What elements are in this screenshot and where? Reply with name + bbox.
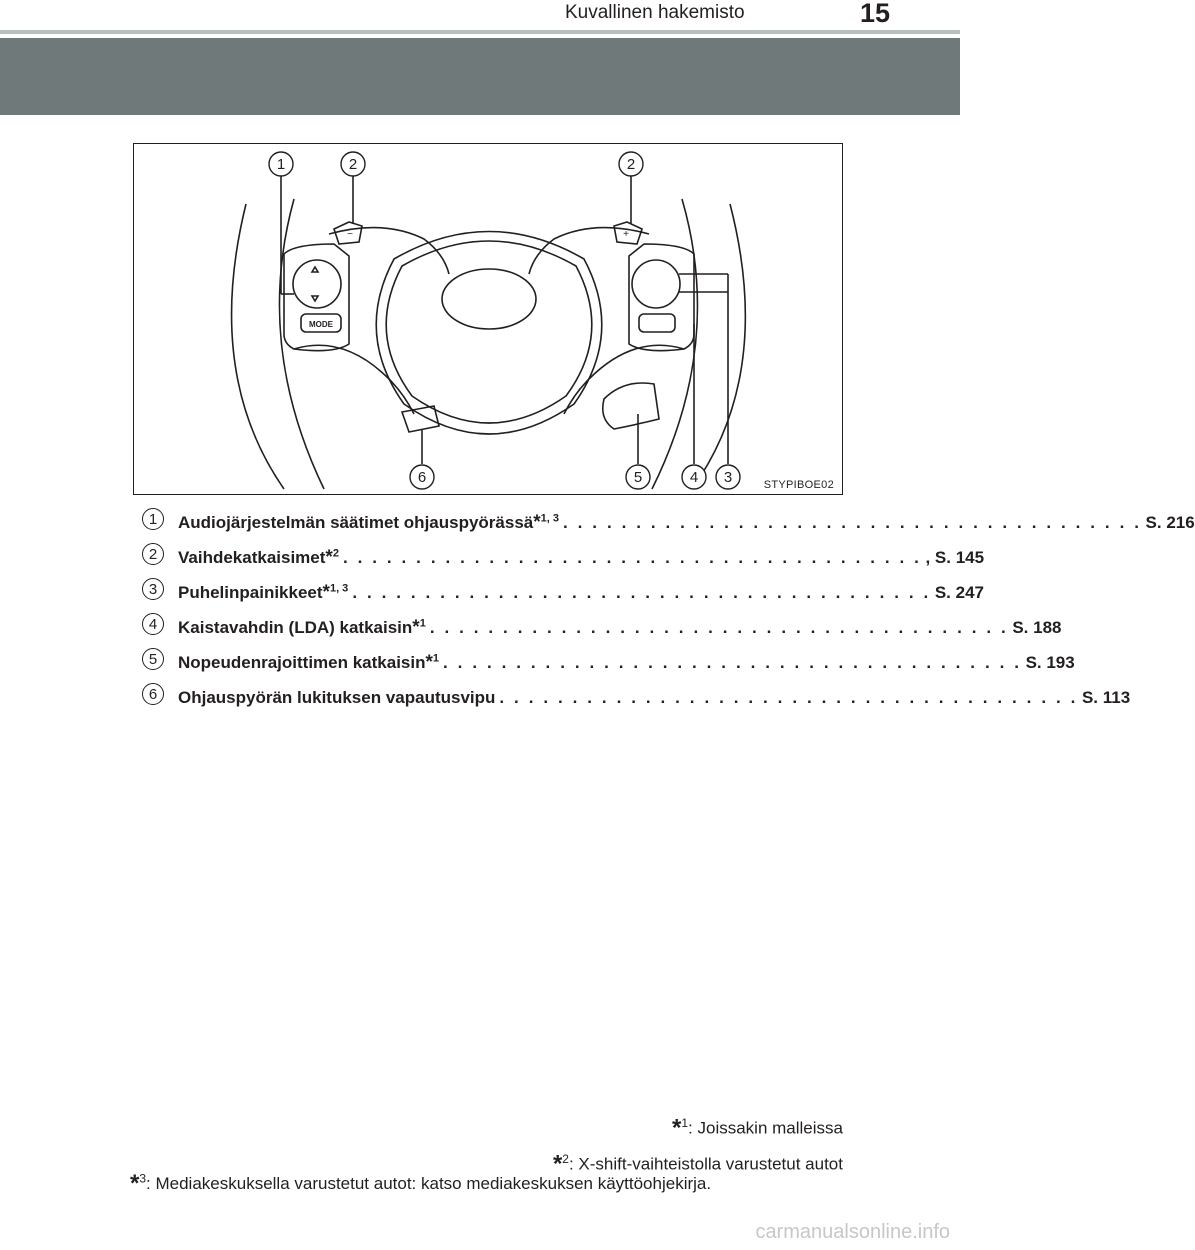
watermark: carmanualsonline.info	[755, 1221, 950, 1243]
item-label: Audiojärjestelmän säätimet ohjauspyörässä*$^{1, 3}$	[178, 512, 560, 533]
leader-dots: . . . . . . . . . . . . . . . . . . . . . . . . . . . . . . . . . . . . . . . .	[443, 653, 1022, 672]
speed-limiter-lever	[603, 383, 659, 429]
page-reference[interactable]: S. 113	[1081, 688, 1131, 707]
emblem	[442, 269, 536, 329]
page-number: 15	[859, 0, 890, 28]
lock-release-lever	[402, 406, 439, 432]
leader-dots: . . . . . . . . . . . . . . . . . . . . . . . . . . . . . . . . . . . . . . . .	[429, 618, 1009, 637]
leader-dots: . . . . . . . . . . . . . . . . . . . . . . . . . . . . . . . . . . . . . . . .	[563, 513, 1142, 532]
item-label: Nopeudenrajoittimen katkaisin*$^1$	[178, 652, 440, 673]
item-label: Puhelinpainikkeet*$^{1, 3}$	[178, 582, 349, 603]
item-label: Ohjauspyörän lukituksen vapautusvipu	[178, 688, 496, 707]
page-reference[interactable]: S. 247	[934, 583, 984, 602]
paddle-right-label: +	[623, 229, 629, 240]
page-reference[interactable]: S. 216	[1145, 513, 1195, 532]
lower-right-spoke	[564, 345, 684, 414]
lower-left-spoke	[294, 345, 414, 414]
lda-switch	[639, 314, 675, 332]
callout-5-label: 5	[633, 469, 643, 486]
item-label: Vaihdekatkaisimet*$^2$	[178, 547, 339, 568]
item-number: 1	[142, 508, 164, 530]
section-title: Kuvallinen hakemisto	[565, 2, 745, 23]
page-reference[interactable]: S. 193	[1025, 653, 1075, 672]
figure-code: STYPIBOE02	[763, 479, 834, 491]
list-item	[140, 683, 1131, 718]
paddle-left-label: −	[347, 229, 353, 240]
item-list	[140, 508, 1195, 718]
gray-banner	[0, 38, 960, 115]
callout-1-label: 1	[276, 156, 286, 173]
wheel-rim-right-outer	[689, 204, 745, 489]
leader-dots: . . . . . . . . . . . . . . . . . . . . . . . . . . . . . . . . . . . . . . . .	[352, 583, 931, 602]
list-item	[140, 543, 985, 578]
item-number: 6	[142, 683, 164, 705]
list-item	[140, 613, 1062, 648]
wheel-rim-left-outer	[232, 204, 284, 489]
footnote-1: *$^1$: Joissakin malleissa	[672, 1114, 843, 1142]
upper-right-spoke	[529, 228, 649, 274]
steering-wheel-drawing	[134, 144, 842, 494]
page-reference[interactable]: S. 188	[1012, 618, 1062, 637]
list-item	[140, 508, 1195, 543]
list-item	[140, 648, 1075, 683]
phone-switch	[632, 260, 680, 308]
footnote-3: *$^3$: Mediakeskuksella varustetut autot: katso mediakeskuksen käyttöohjekirja.	[130, 1170, 712, 1197]
item-number: 3	[142, 578, 164, 600]
header-rule	[0, 30, 960, 34]
callout-4-label: 4	[689, 469, 699, 486]
audio-switch	[293, 260, 341, 308]
item-number: 2	[142, 543, 164, 565]
page-header	[0, 0, 960, 30]
callout-6-label: 6	[417, 469, 427, 486]
page-reference[interactable]: , S. 145	[925, 548, 985, 567]
footnote-2: *$^2$: X-shift-vaihteistolla varustetut autot	[552, 1150, 843, 1178]
leader-dots: . . . . . . . . . . . . . . . . . . . . . . . . . . . . . . . . . . . . . . . .	[499, 688, 1078, 707]
callout-3-label: 3	[723, 469, 733, 486]
item-number: 4	[142, 613, 164, 635]
item-number: 5	[142, 648, 164, 670]
callout-2-left-label: 2	[348, 156, 358, 173]
item-label: Kaistavahdin (LDA) katkaisin*$^1$	[178, 617, 426, 638]
mode-button-label: MODE	[309, 320, 333, 329]
leader-dots: . . . . . . . . . . . . . . . . . . . . . . . . . . . . . . . . . . . . . . . .	[342, 548, 922, 567]
footnotes	[553, 1108, 843, 1179]
list-item	[140, 578, 984, 613]
wheel-rim-left-inner	[279, 199, 324, 489]
steering-wheel-illustration	[133, 143, 843, 495]
callout-2-right-label: 2	[626, 156, 636, 173]
